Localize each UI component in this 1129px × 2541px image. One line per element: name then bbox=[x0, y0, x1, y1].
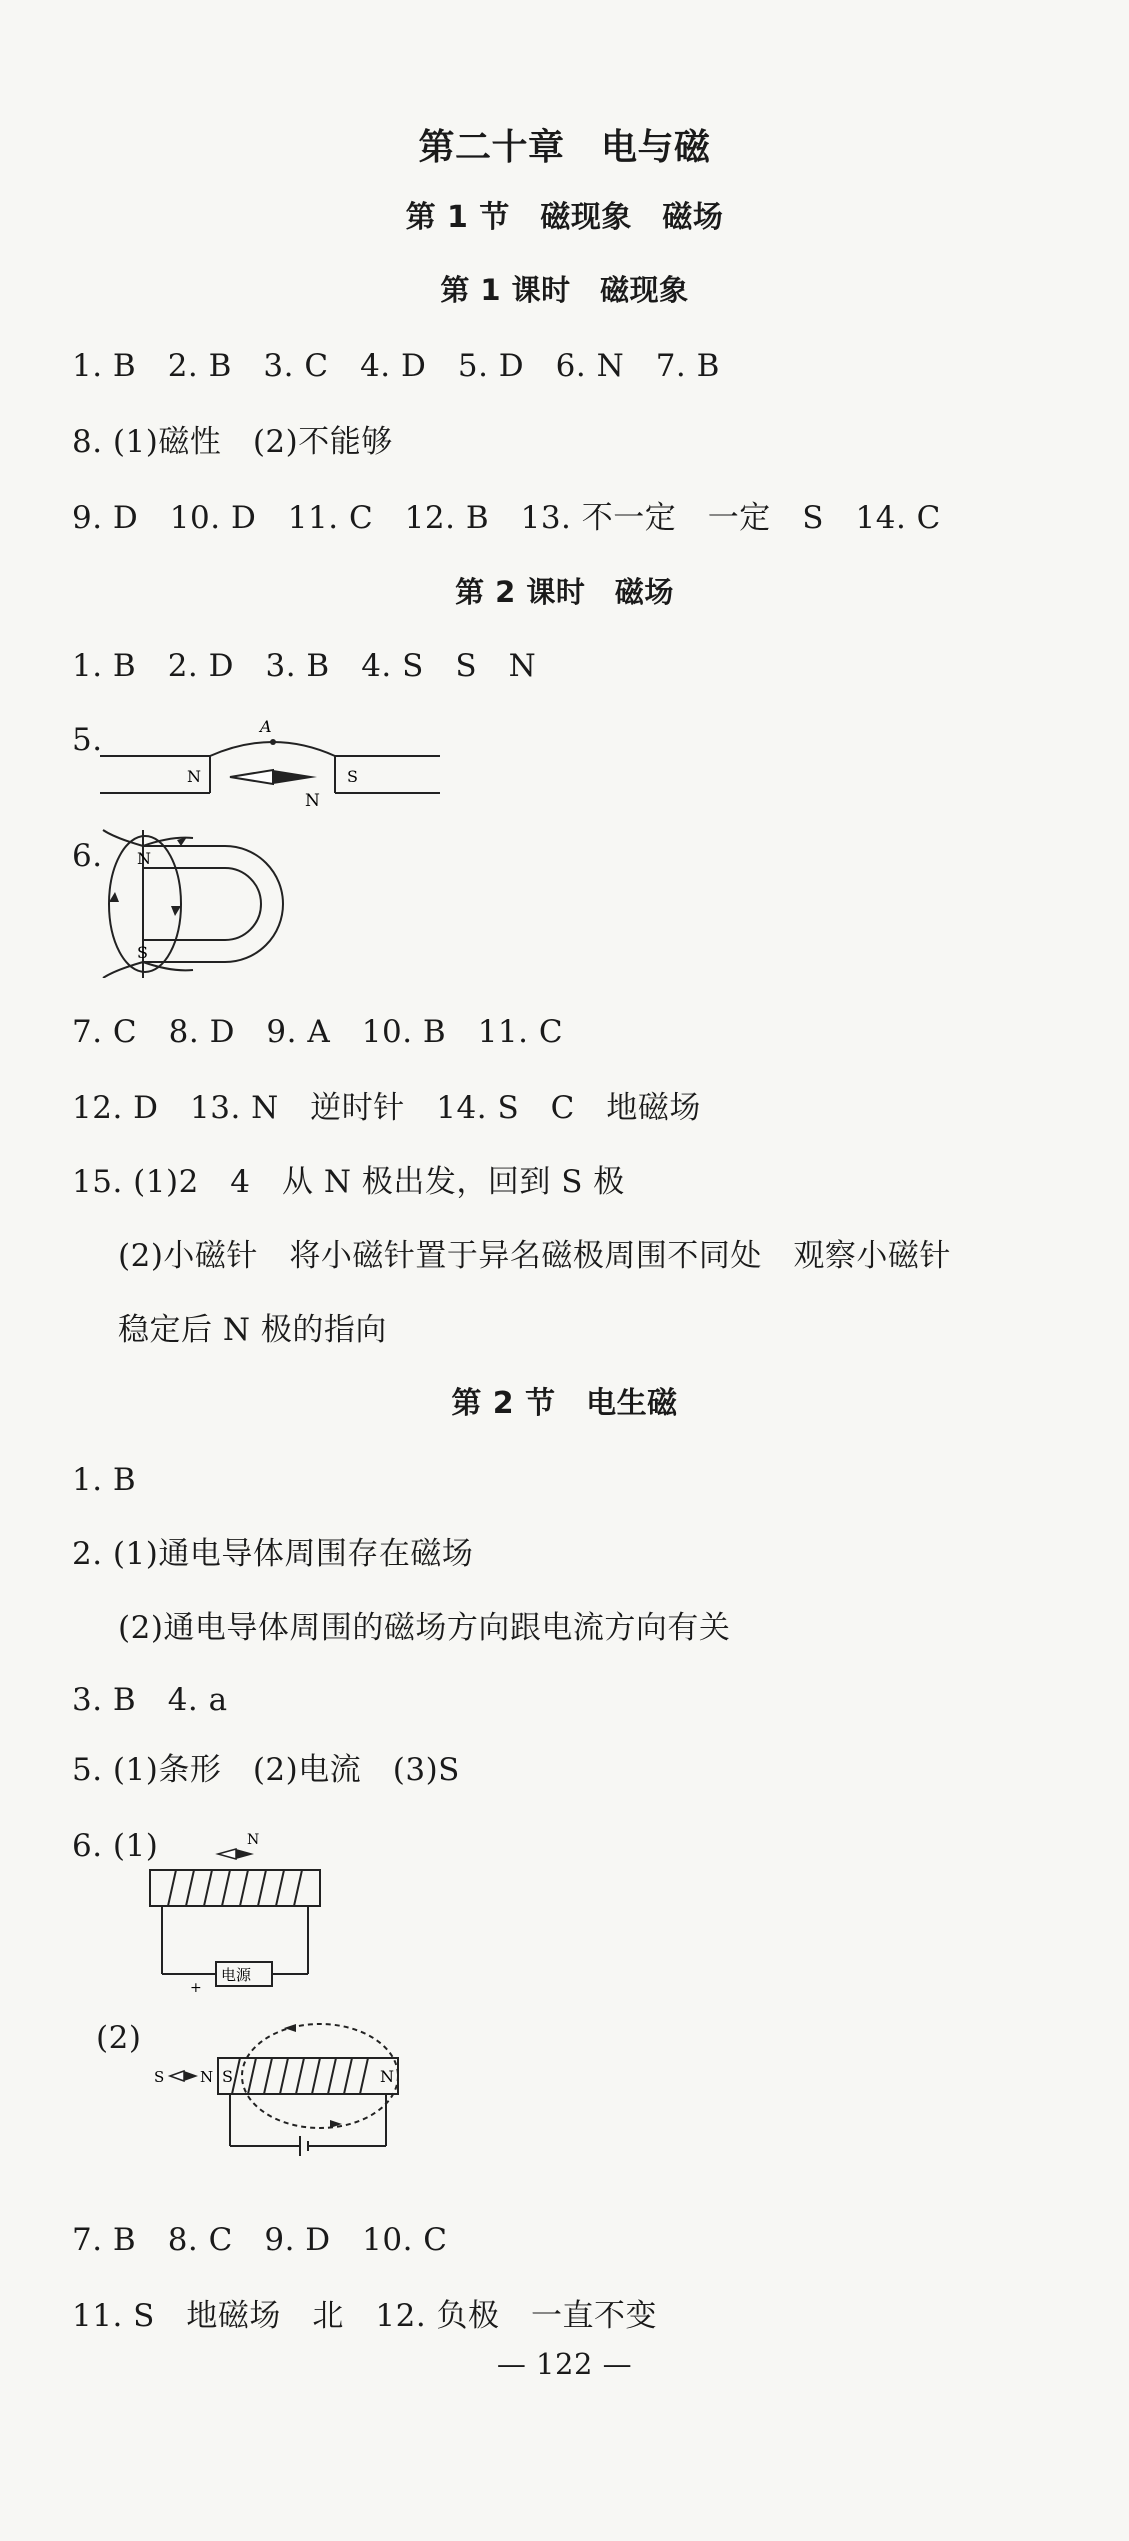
needle-north-label: N bbox=[200, 2068, 214, 2086]
section-1-title: 第 1 节 磁现象 磁场 bbox=[405, 200, 724, 235]
lesson-2-title: 第 2 课时 磁场 bbox=[455, 575, 674, 609]
question-label: 6. bbox=[72, 838, 103, 874]
bottom-pole-label: S bbox=[137, 943, 148, 962]
question-label: (2) bbox=[96, 2020, 142, 2056]
answer-line: 12. D 13. N 逆时针 14. S C 地磁场 bbox=[72, 1090, 701, 1126]
section-2-title: 第 2 节 电生磁 bbox=[451, 1386, 678, 1421]
answer-line: 9. D 10. D 11. C 12. B 13. 不一定 一定 S 14. C bbox=[72, 500, 941, 536]
answer-line: 1. B bbox=[72, 1462, 137, 1498]
answer-line: 8. (1)磁性 (2)不能够 bbox=[72, 424, 393, 460]
question-label: 5. bbox=[72, 722, 103, 758]
needle-south-label: S bbox=[154, 2068, 165, 2086]
solenoid-circuit-figure-1 bbox=[140, 1816, 340, 1996]
answer-line: 稳定后 N 极的指向 bbox=[118, 1312, 387, 1348]
answer-line: 3. B 4. a bbox=[72, 1682, 228, 1718]
answer-line: 1. B 2. D 3. B 4. S S N bbox=[72, 648, 537, 684]
answer-line: 7. B 8. C 9. D 10. C bbox=[72, 2222, 448, 2258]
question-label: 6. (1) bbox=[72, 1828, 159, 1864]
answer-line: (2)小磁针 将小磁针置于异名磁极周围不同处 观察小磁针 bbox=[118, 1238, 951, 1274]
answer-line: 7. C 8. D 9. A 10. B 11. C bbox=[72, 1014, 564, 1050]
answer-line: 1. B 2. B 3. C 4. D 5. D 6. N 7. B bbox=[72, 348, 720, 384]
lesson-1-title: 第 1 课时 磁现象 bbox=[440, 273, 689, 307]
left-pole-label: N bbox=[187, 767, 201, 786]
answer-line: 5. (1)条形 (2)电流 (3)S bbox=[72, 1752, 460, 1788]
horseshoe-magnet-figure bbox=[95, 828, 295, 978]
point-label: A bbox=[260, 717, 272, 736]
answer-line: 15. (1)2 4 从 N 极出发，回到 S 极 bbox=[72, 1164, 625, 1200]
top-pole-label: N bbox=[137, 849, 151, 868]
coil-right-pole: N bbox=[380, 2067, 394, 2086]
plus-sign: + bbox=[190, 1980, 202, 1996]
answer-line: 11. S 地磁场 北 12. 负极 一直不变 bbox=[72, 2298, 658, 2334]
right-pole-label: S bbox=[347, 767, 358, 786]
needle-pole-label: N bbox=[305, 791, 320, 810]
magnet-field-figure-q5 bbox=[95, 710, 445, 810]
chapter-title: 第二十章 电与磁 bbox=[418, 127, 711, 168]
power-source-label: 电源 bbox=[221, 1966, 252, 1984]
solenoid-circuit-figure-2 bbox=[140, 2010, 410, 2166]
coil-left-pole: S bbox=[222, 2067, 233, 2086]
answer-line: 2. (1)通电导体周围存在磁场 bbox=[72, 1536, 474, 1572]
needle-pole-label: N bbox=[247, 1832, 260, 1848]
answer-line: (2)通电导体周围的磁场方向跟电流方向有关 bbox=[118, 1610, 731, 1646]
page-number: — 122 — bbox=[496, 2347, 633, 2381]
